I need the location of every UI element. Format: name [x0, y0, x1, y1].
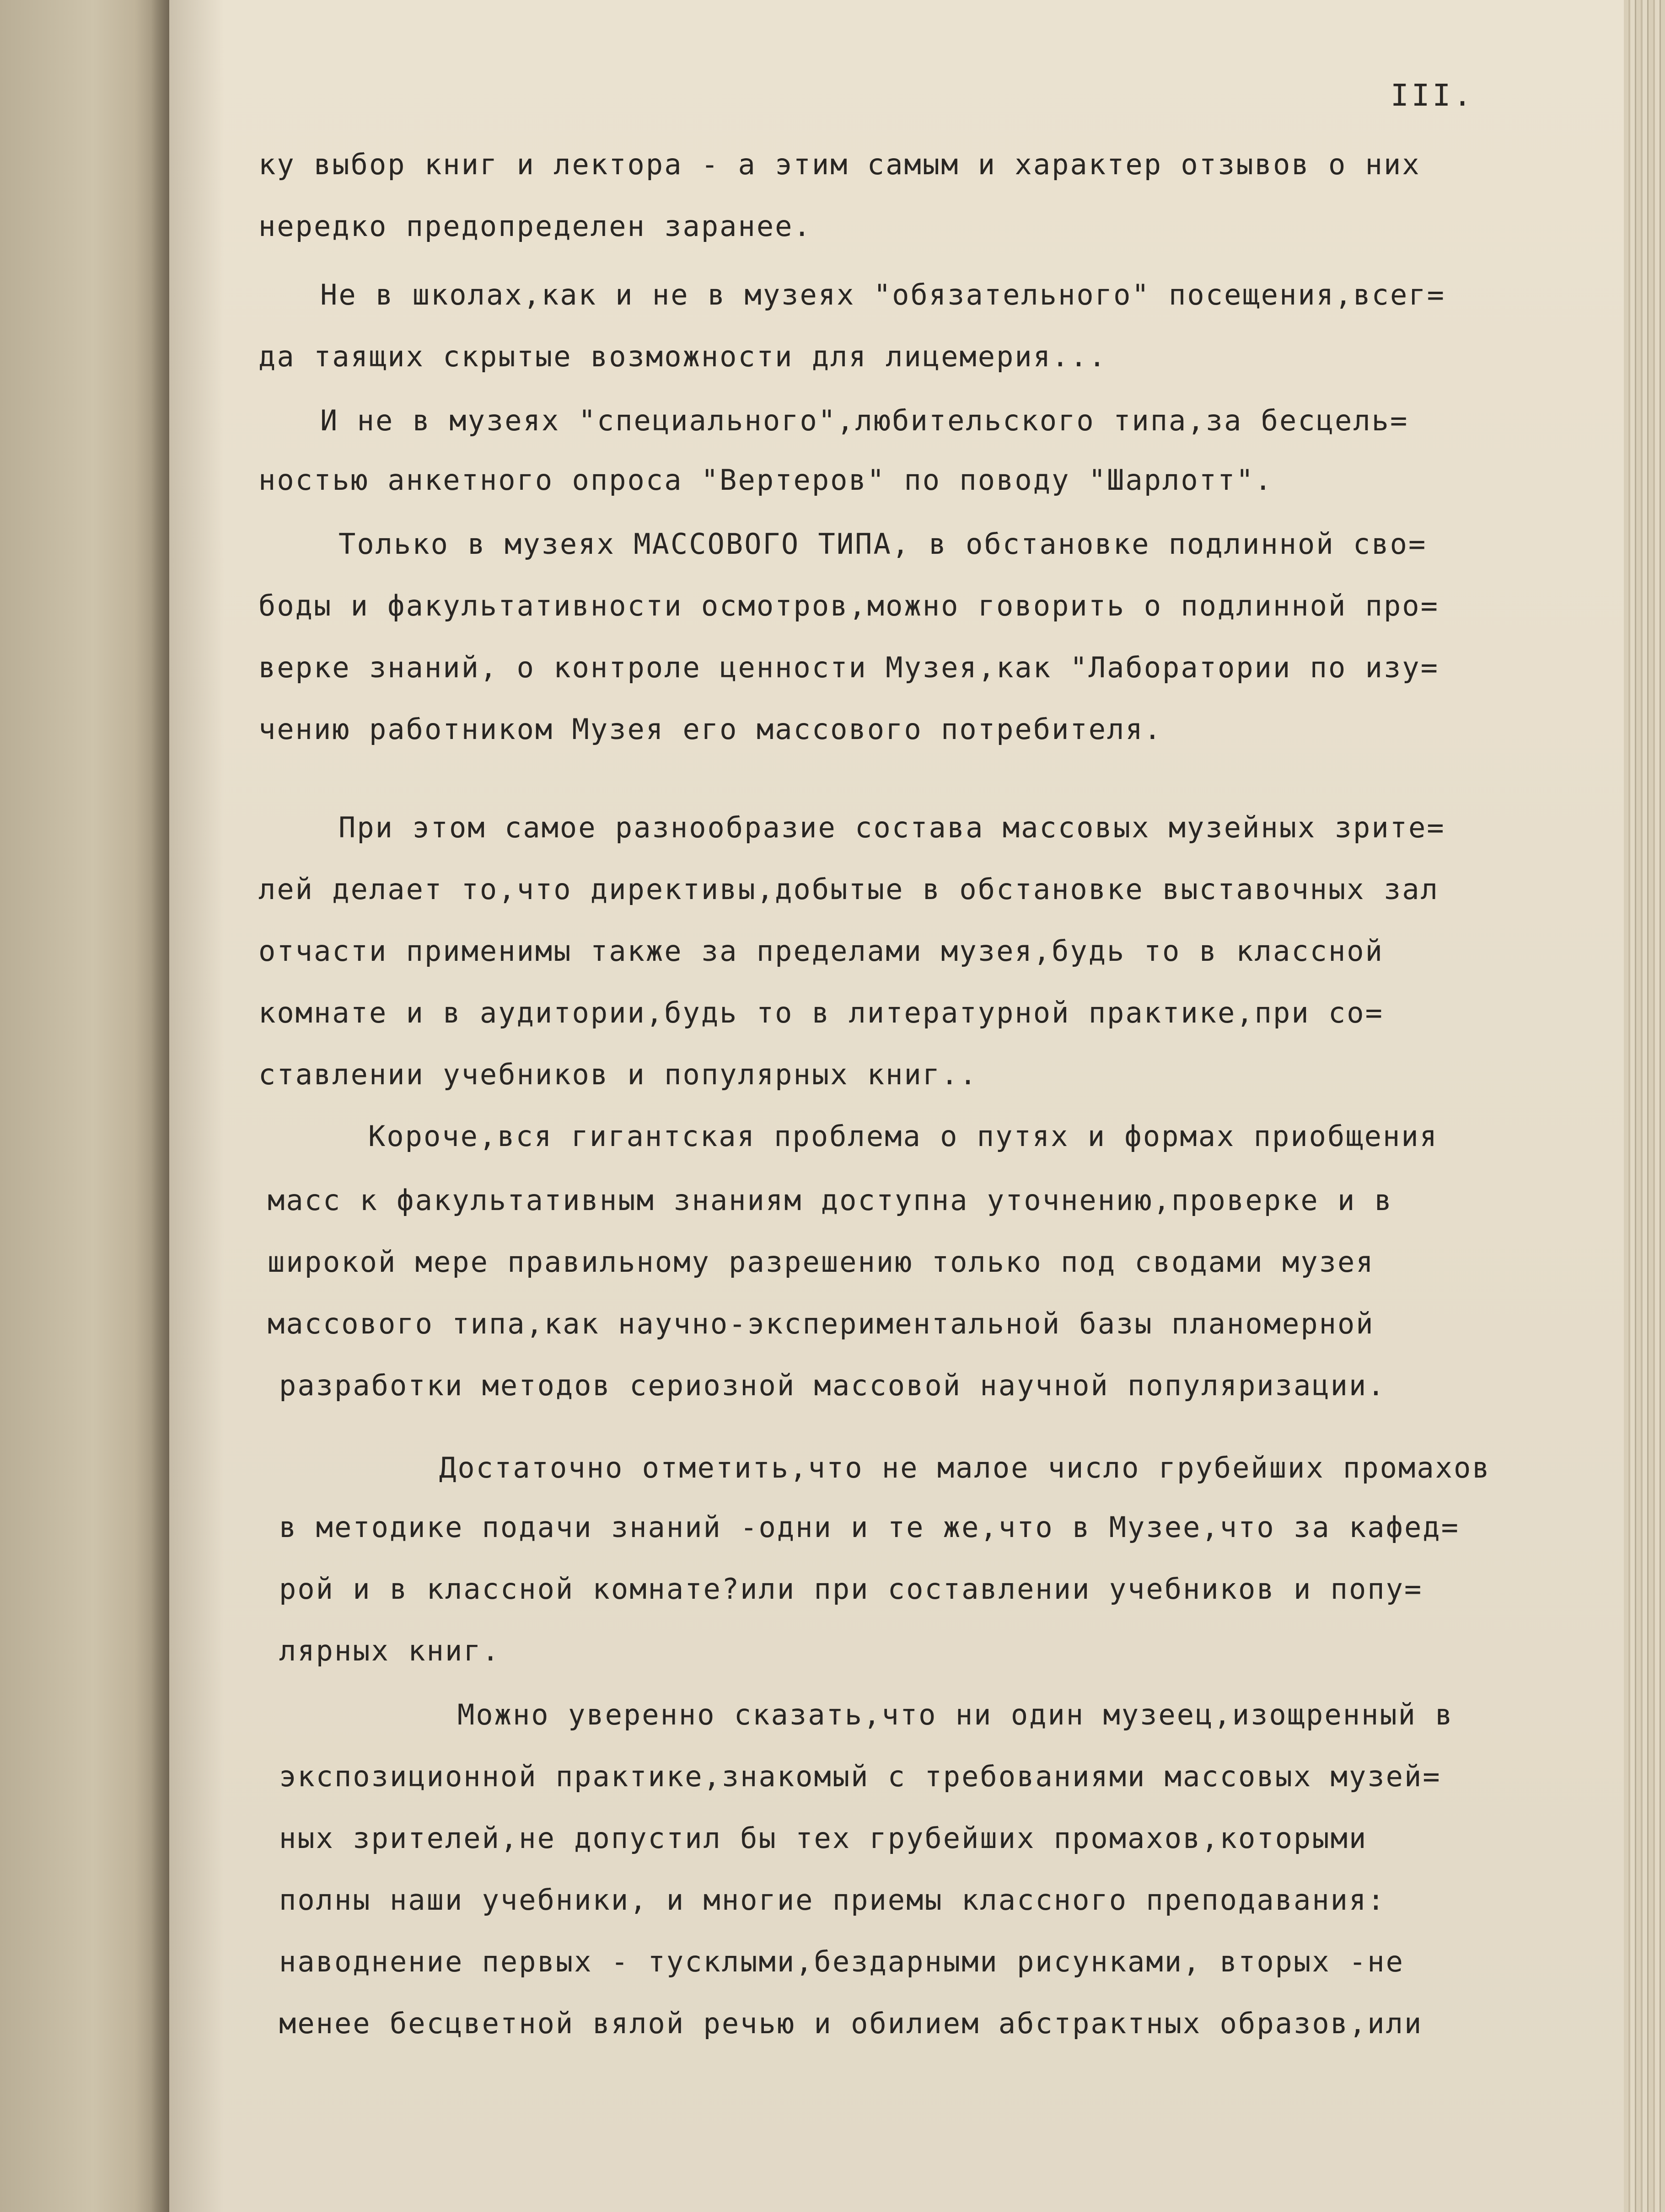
text-line: ставлении учебников и популярных книг.. [258, 1058, 978, 1091]
text-line: боды и факультативности осмотров,можно говорить о подлинной про= [258, 589, 1439, 622]
text-line: И не в музеях "специального",любительского типа,за бесцель= [320, 404, 1409, 437]
text-line: комнате и в аудитории,будь то в литературной практике,при со= [258, 996, 1384, 1029]
text-line: в методике подачи знаний -одни и те же,что в Музее,что за кафед= [279, 1510, 1460, 1544]
text-line: ку выбор книг и лектора - а этим самым и характер отзывов о них [258, 148, 1421, 181]
text-line: разработки методов сериозной массовой научной популяризации. [279, 1369, 1386, 1402]
text-line: ных зрителей,не допустил бы тех грубейших промахов,которыми [279, 1821, 1368, 1855]
text-line: полны наши учебники, и многие приемы классного преподавания: [279, 1883, 1386, 1917]
text-line: Не в школах,как и не в музеях "обязательного" посещения,всег= [320, 278, 1445, 311]
text-line: наводнение первых - тусклыми,бездарными рисунками, вторых -не [279, 1945, 1404, 1978]
text-line: Можно уверенно сказать,что ни один музеец,изощренный в [457, 1698, 1454, 1731]
text-line: Короче,вся гигантская проблема о путях и формах приобщения [368, 1119, 1438, 1153]
text-line: чению работником Музея его массового потребителя. [258, 712, 1163, 746]
text-line: масс к факультативным знаниям доступна уточнению,проверке и в [268, 1184, 1393, 1217]
text-line: да таящих скрытые возможности для лицемерия... [258, 340, 1107, 373]
text-line: широкой мере правильному разрешению только под сводами музея [268, 1245, 1375, 1279]
text-line: менее бесцветной вялой речью и обилием абстрактных образов,или [279, 2007, 1423, 2040]
text-line: отчасти применимы также за пределами музея,будь то в классной [258, 934, 1384, 968]
text-line: рой и в классной комнате?или при составлении учебников и попу= [279, 1572, 1423, 1606]
text-line: экспозиционной практике,знакомый с требованиями массовых музей= [279, 1760, 1441, 1793]
text-line: ностью анкетного опроса "Вертеров" по поводу "Шарлотт". [258, 463, 1273, 497]
text-line: лей делает то,что директивы,добытые в обстановке выставочных зал [258, 873, 1439, 906]
text-line: Только в музеях МАССОВОГО ТИПА, в обстановке подлинной сво= [338, 527, 1427, 561]
text-line: нередко предопределен заранее. [258, 209, 812, 243]
text-line: лярных книг. [279, 1634, 500, 1667]
text-line: Достаточно отметить,что не малое число грубейших промахов [439, 1451, 1491, 1484]
text-line: верке знаний, о контроле ценности Музея,как "Лаборатории по изу= [258, 651, 1439, 684]
text-line: При этом самое разнообразие состава массовых музейных зрите= [338, 811, 1445, 844]
text-line: массового типа,как научно-экспериментальной базы планомерной [268, 1307, 1375, 1340]
page-number: III. [1391, 78, 1474, 113]
